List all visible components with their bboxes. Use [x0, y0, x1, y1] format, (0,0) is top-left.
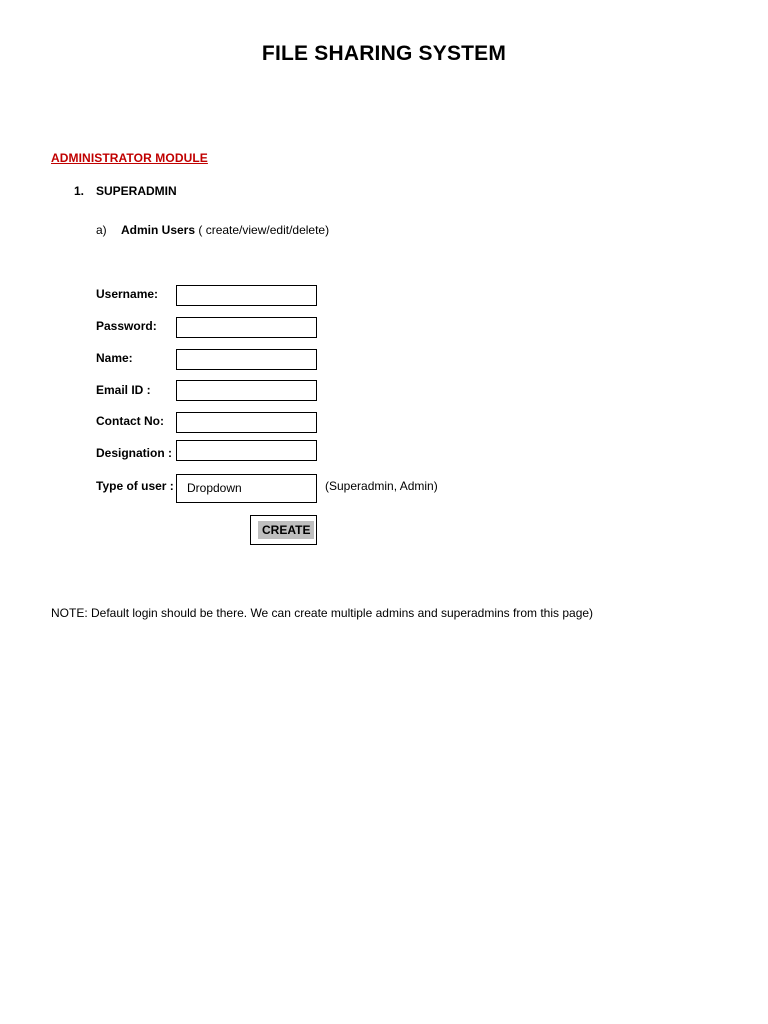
- password-field[interactable]: [176, 317, 317, 338]
- subsection-title: Admin Users: [121, 223, 196, 237]
- designation-field[interactable]: [176, 440, 317, 461]
- email-label: Email ID :: [96, 383, 151, 397]
- user-type-label: Type of user :: [96, 479, 174, 493]
- subsection-heading: [121, 223, 329, 237]
- contact-field[interactable]: [176, 412, 317, 433]
- subsection-actions: ( create/view/edit/delete): [195, 223, 330, 237]
- section-title: SUPERADMIN: [96, 184, 177, 198]
- section-number: 1.: [74, 184, 85, 198]
- username-field[interactable]: [176, 285, 317, 306]
- username-label: Username:: [96, 287, 159, 301]
- name-label: Name:: [96, 351, 133, 365]
- user-type-dropdown[interactable]: [176, 474, 317, 503]
- subsection-letter: a): [96, 223, 107, 237]
- create-button[interactable]: CREATE: [258, 521, 314, 539]
- email-field[interactable]: [176, 380, 317, 401]
- name-field[interactable]: [176, 349, 317, 370]
- user-type-options-note: (Superadmin, Admin): [325, 479, 438, 493]
- password-label: Password:: [96, 319, 157, 333]
- user-type-value: Dropdown: [187, 481, 242, 495]
- module-heading: ADMINISTRATOR MODULE: [51, 151, 208, 165]
- note-text: NOTE: Default login should be there. We can create multiple admins and superadmins from this page): [51, 606, 594, 620]
- create-button-frame: [250, 515, 317, 545]
- contact-label: Contact No:: [96, 414, 164, 428]
- designation-label: Designation :: [96, 446, 173, 460]
- document-title: FILE SHARING SYSTEM: [261, 42, 507, 65]
